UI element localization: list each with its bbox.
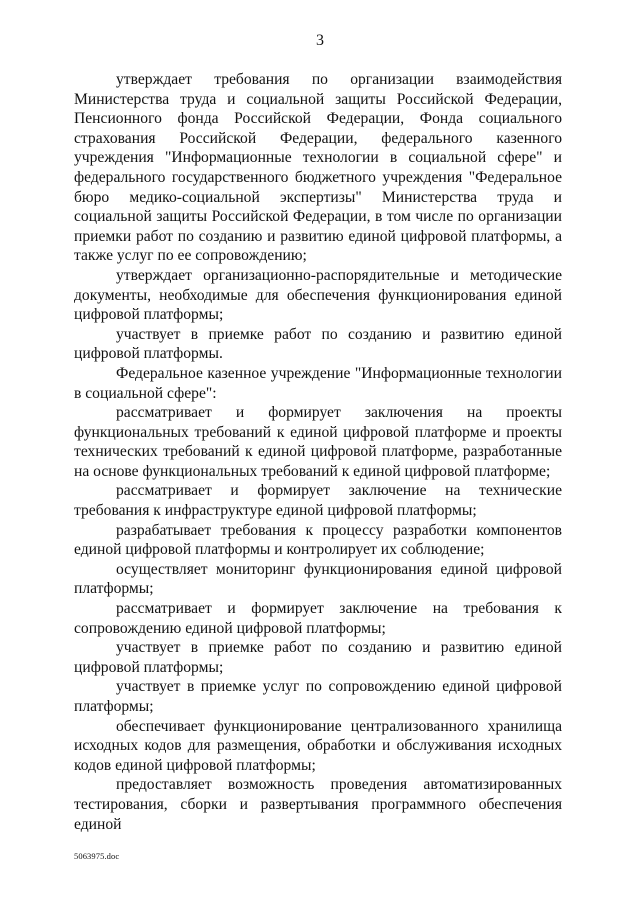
paragraph-9: рассматривает и формирует заключение на требования к сопровождению единой цифровой платформы; — [74, 600, 562, 637]
paragraph-5: рассматривает и формирует заключения на проекты функциональных требований к единой цифровой платформе и проекты технических требований к единой цифровой платформе, разработанные на основе функциональных требований к единой цифровой платформе; — [74, 404, 562, 480]
paragraph-11: участвует в приемке услуг по сопровождению единой цифровой платформы; — [74, 678, 562, 715]
paragraph-2: утверждает организационно-распорядительные и методические документы, необходимые для обеспечения функционирования единой цифровой платформы; — [74, 266, 562, 324]
paragraph-1: утверждает требования по организации взаимодействия Министерства труда и социальной защиты Российской Федерации, Пенсионного фонда Российской Федерации, Фонда социального страхования Российской Федерации, федерального казенного учреждения "Информационные технологии в социальной сфере" и федерального государственного бюджетного учреждения "Федеральное бюро медико-социальной экспертизы" Министерства труда и социальной защиты Российской Федерации, в том числе по организации приемки работ по созданию и развитию единой цифровой платформы, а также услуг по ее сопровождению; — [74, 71, 562, 265]
paragraph-13: предоставляет возможность проведения автоматизированных тестирования, сборки и развертывания программного обеспечения единой — [74, 776, 562, 833]
paragraph-10: участвует в приемке работ по созданию и развитию единой цифровой платформы; — [74, 639, 562, 676]
document-footer-filename: 5063975.doc — [74, 851, 120, 861]
page-number: 3 — [316, 32, 324, 49]
document-body — [74, 70, 562, 834]
paragraph-12: обеспечивает функционирование централизованного хранилища исходных кодов для размещения, обработки и обслуживания исходных кодов единой цифровой платформы; — [74, 717, 562, 774]
paragraph-7: разрабатывает требования к процессу разработки компонентов единой цифровой платформы и контролирует их соблюдение; — [74, 521, 562, 559]
paragraph-8: осуществляет мониторинг функционирования единой цифровой платформы; — [74, 560, 562, 598]
paragraph-6: рассматривает и формирует заключение на технические требования к инфраструктуре единой цифровой платформы; — [74, 482, 562, 520]
paragraph-3: участвует в приемке работ по созданию и развитию единой цифровой платформы. — [74, 325, 562, 363]
paragraph-4: Федеральное казенное учреждение "Информационные технологии в социальной сфере": — [74, 364, 562, 402]
